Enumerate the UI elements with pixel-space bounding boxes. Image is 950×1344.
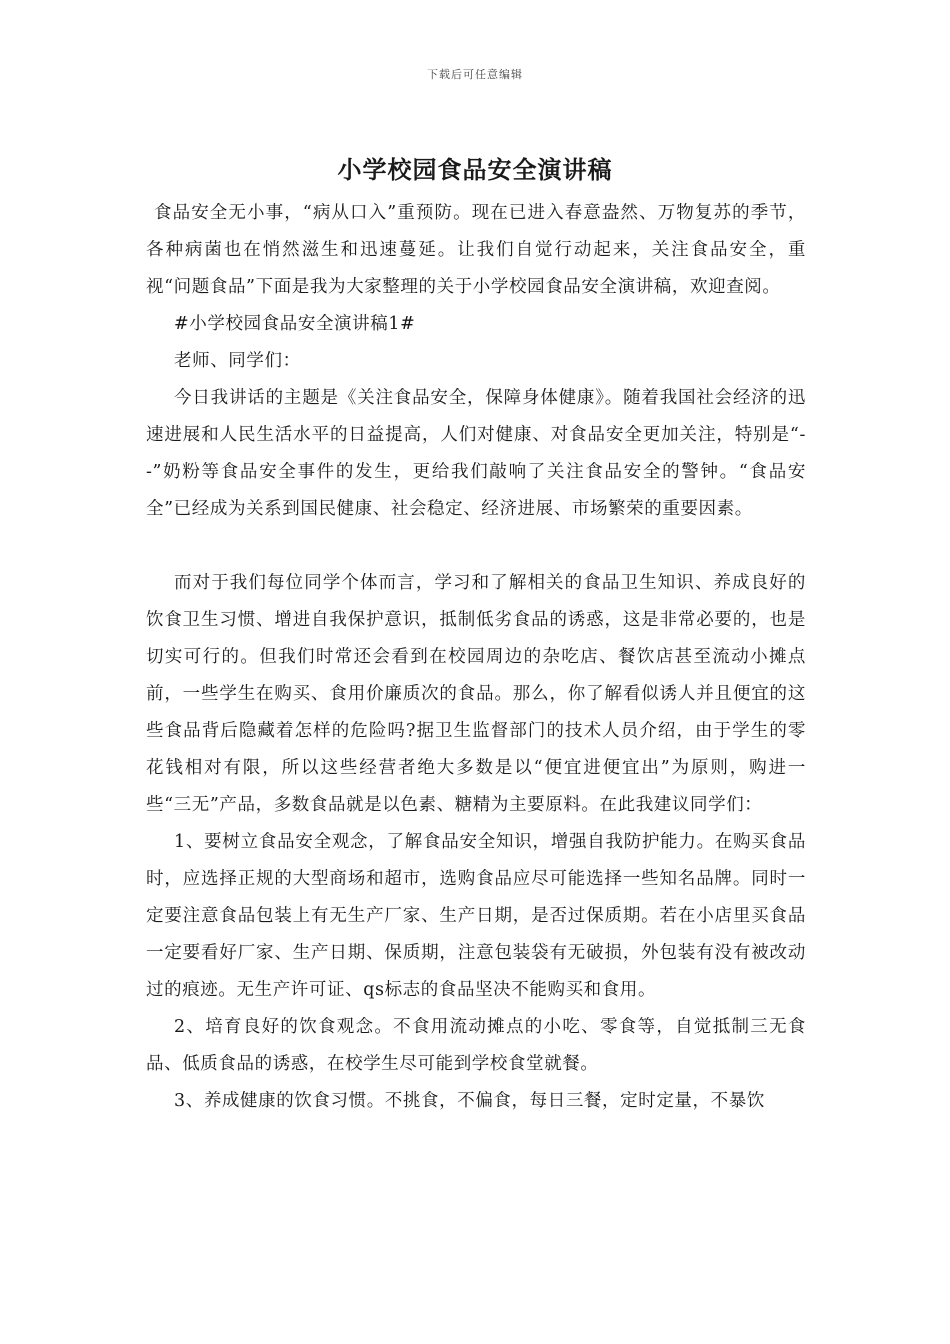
paragraph-gap: [146, 528, 806, 565]
salutation: 老师、同学们：: [174, 351, 301, 371]
paragraph-topic: 今日我讲话的主题是《关注食品安全，保障身体健康》。随着我国社会经济的迅速进展和人民生活水平的日益提高，人们对健康、对食品安全更加关注，特别是“--”奶粉等食品安全事件的发生，更给我们敲响了关注食品安全的警钟。“食品安全”已经成为关系到国民健康、社会稳定、经济进展、市场繁荣的重要因素。: [146, 388, 806, 519]
document-body: [146, 195, 806, 1120]
section-heading: #小学校园食品安全演讲稿1#: [174, 314, 416, 334]
paragraph-students: 而对于我们每位同学个体而言，学习和了解相关的食品卫生知识、养成良好的饮食卫生习惯、增进自我保护意识，抵制低劣食品的诱惑，这是非常必要的，也是切实可行的。但我们时常还会看到在校园周边的杂吃店、餐饮店甚至流动小摊点前，一些学生在购买、食用价廉质次的食品。那么，你了解看似诱人并且便宜的这些食品背后隐藏着怎样的危险吗?据卫生监督部门的技术人员介绍，由于学生的零花钱相对有限，所以这些经营者绝大多数是以“便宜进便宜出”为原则，购进一些“三无”产品，多数食品就是以色素、糖精为主要原料。在此我建议同学们：: [146, 573, 806, 815]
suggestion-item-1: 1、要树立食品安全观念，了解食品安全知识，增强自我防护能力。在购买食品时，应选择正规的大型商场和超市，选购食品应尽可能选择一些知名品牌。同时一定要注意食品包装上有无生产厂家、生产日期，是否过保质期。若在小店里买食品一定要看好厂家、生产日期、保质期，注意包装袋有无破损，外包装有没有被改动过的痕迹。无生产许可证、qs标志的食品坚决不能购买和食用。: [146, 832, 806, 1000]
document-title: 小学校园食品安全演讲稿: [337, 155, 613, 184]
suggestion-item-3: 3、养成健康的饮食习惯。不挑食，不偏食，每日三餐，定时定量，不暴饮: [174, 1091, 765, 1111]
header-note: 下载后可任意编辑: [427, 68, 523, 81]
suggestion-item-2: 2、培育良好的饮食观念。不食用流动摊点的小吃、零食等，自觉抵制三无食品、低质食品的诱惑，在校学生尽可能到学校食堂就餐。: [146, 1017, 806, 1074]
intro-paragraph: 食品安全无小事，“病从口入”重预防。现在已进入春意盎然、万物复苏的季节，各种病菌也在悄然滋生和迅速蔓延。让我们自觉行动起来，关注食品安全，重视“问题食品”下面是我为大家整理的关于小学校园食品安全演讲稿，欢迎查阅。: [146, 203, 806, 297]
